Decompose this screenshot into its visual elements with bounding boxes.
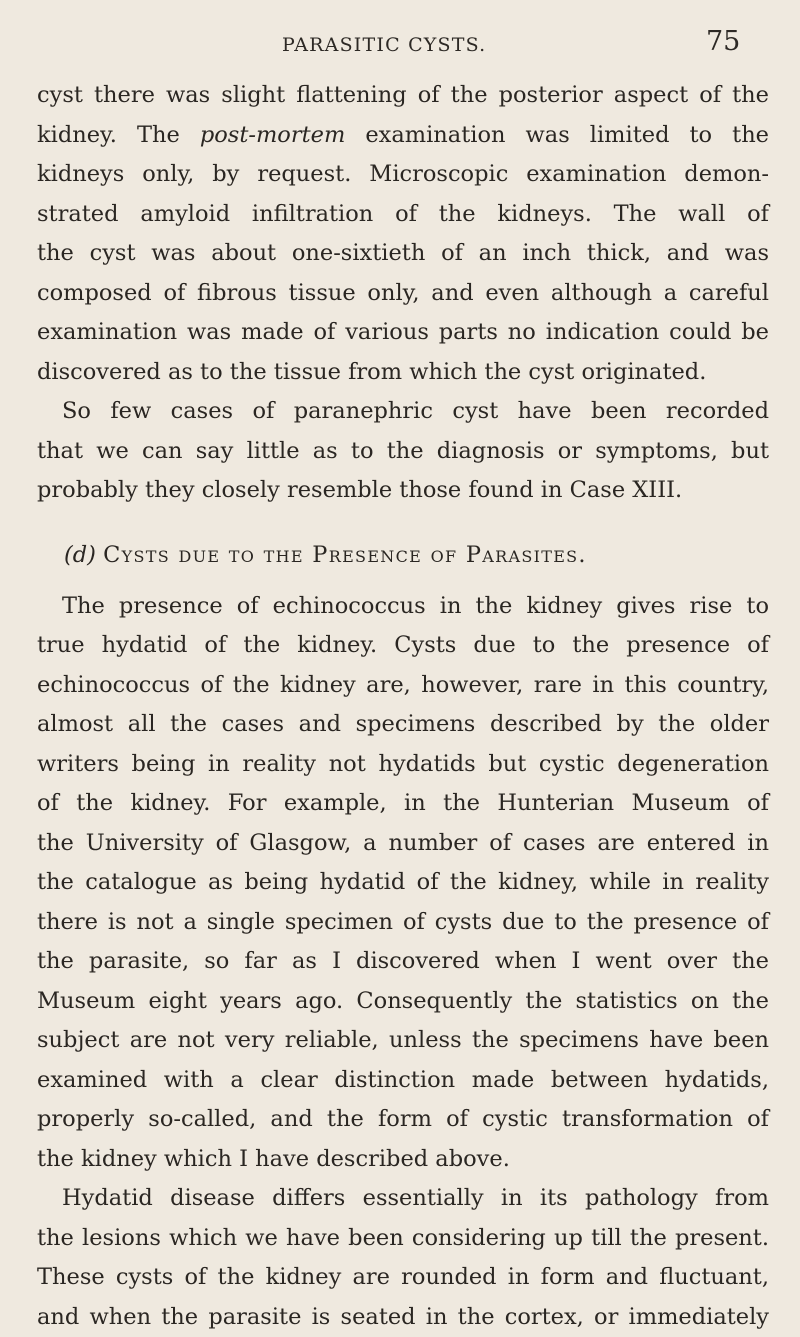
running-title: PARASITIC CYSTS. (282, 34, 486, 56)
text-line: the lesions which we have been considering up till the present. (37, 1219, 769, 1259)
text-line: true hydatid of the kidney. Cysts due to the presence of (37, 626, 769, 666)
paragraph-1 (37, 76, 769, 392)
text-run: kidney. The (37, 122, 200, 148)
text-line: the catalogue as being hydatid of the kidney, while in reality (37, 863, 769, 903)
text-line: Museum eight years ago. Consequently the statistics on the (37, 982, 769, 1022)
section-heading (37, 527, 769, 583)
text-line: of the kidney. For example, in the Hunterian Museum of (37, 784, 769, 824)
paragraph-2 (37, 392, 769, 511)
text-line: writers being in reality not hydatids but cystic degeneration (37, 745, 769, 785)
section-letter: (d) (64, 542, 96, 568)
running-head (0, 26, 800, 66)
text-line: the University of Glasgow, a number of cases are entered in (37, 824, 769, 864)
paragraph-4 (37, 1179, 769, 1337)
page-number: 75 (706, 26, 740, 57)
text-line (37, 116, 769, 156)
text-line: the parasite, so far as I discovered when I went over the (37, 942, 769, 982)
text-line: The presence of echinococcus in the kidney gives rise to (37, 587, 769, 627)
text-line: probably they closely resemble those found in Case XIII. (37, 471, 769, 511)
text-line: examined with a clear distinction made between hydatids, (37, 1061, 769, 1101)
text-line: that we can say little as to the diagnosis or symptoms, but (37, 432, 769, 472)
body-text (37, 76, 769, 1337)
italic-term: post-mortem (200, 122, 345, 148)
text-line: examination was made of various parts no indication could be (37, 313, 769, 353)
text-line: subject are not very reliable, unless the specimens have been (37, 1021, 769, 1061)
text-line: strated amyloid infiltration of the kidneys. The wall of (37, 195, 769, 235)
text-line: almost all the cases and specimens described by the older (37, 705, 769, 745)
text-run: examination was limited to the (345, 122, 769, 148)
text-line: echinococcus of the kidney are, however, rare in this country, (37, 666, 769, 706)
text-line: cyst there was slight flattening of the posterior aspect of the (37, 76, 769, 116)
text-line: These cysts of the kidney are rounded in form and fluctuant, (37, 1258, 769, 1298)
text-line: kidneys only, by request. Microscopic examination demon- (37, 155, 769, 195)
text-line: discovered as to the tissue from which the cyst originated. (37, 353, 769, 393)
section-title: Cysts due to the Presence of Parasites. (103, 542, 587, 568)
text-line: properly so-called, and the form of cystic transformation of (37, 1100, 769, 1140)
text-line: the cyst was about one-sixtieth of an inch thick, and was (37, 234, 769, 274)
text-line: So few cases of paranephric cyst have been recorded (37, 392, 769, 432)
text-line: Hydatid disease differs essentially in its pathology from (37, 1179, 769, 1219)
paragraph-3 (37, 587, 769, 1180)
text-line: the kidney which I have described above. (37, 1140, 769, 1180)
text-line: composed of fibrous tissue only, and even although a careful (37, 274, 769, 314)
text-line: there is not a single specimen of cysts due to the presence of (37, 903, 769, 943)
text-line: and when the parasite is seated in the cortex, or immediately (37, 1298, 769, 1337)
